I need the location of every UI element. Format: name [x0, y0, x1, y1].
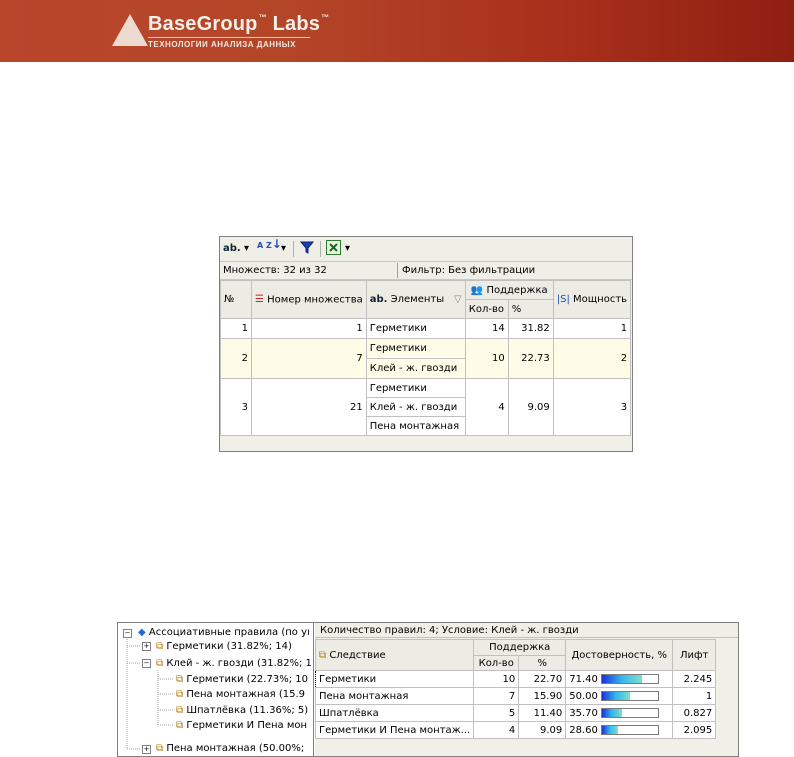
- rules-tree: [118, 623, 314, 756]
- cell-confidence: 35.70: [566, 705, 673, 722]
- col-count-header[interactable]: Кол-во: [474, 656, 519, 671]
- table-row[interactable]: [316, 671, 716, 688]
- col-support-header[interactable]: Поддержка: [474, 640, 566, 656]
- toolbar-divider: [320, 241, 321, 257]
- cell-consequence: Герметики И Пена монтаж...: [316, 722, 474, 739]
- col-set-number-header[interactable]: ☰ Номер множества: [252, 281, 367, 319]
- rule-node-icon: ⧉: [176, 705, 184, 716]
- col-pct-header[interactable]: %: [508, 300, 553, 319]
- cell-count: 10: [465, 339, 508, 379]
- rules-grid: [315, 623, 738, 756]
- filter-funnel-icon[interactable]: ▽: [454, 294, 462, 305]
- table-row[interactable]: [316, 688, 716, 705]
- cell-pct: 22.70: [519, 671, 566, 688]
- cell-power: 1: [553, 319, 630, 339]
- cell-lift: 1: [673, 688, 716, 705]
- cell-count: 10: [474, 671, 519, 688]
- tree-node[interactable]: ⧉ Пена монтажная (15.9: [176, 689, 306, 700]
- cell-count: 5: [474, 705, 519, 722]
- table-row[interactable]: [221, 319, 631, 339]
- cell-power: 2: [553, 339, 630, 379]
- people-icon: 👥: [470, 284, 484, 296]
- cell-element: Герметики: [366, 339, 465, 359]
- col-support-header[interactable]: 👥 Поддержка: [465, 281, 553, 300]
- cell-confidence: 50.00: [566, 688, 673, 705]
- cell-lift: 2.245: [673, 671, 716, 688]
- expand-toggle[interactable]: +: [143, 642, 150, 650]
- rule-node-icon: ⧉: [176, 674, 184, 685]
- cell-confidence: 71.40: [566, 671, 673, 688]
- cell-pct: 9.09: [519, 722, 566, 739]
- cell-no: 2: [221, 339, 252, 379]
- col-no-header[interactable]: №: [221, 281, 252, 319]
- rule-node-icon: ⧉: [176, 720, 184, 731]
- cell-consequence: Герметики: [316, 671, 474, 688]
- sort-dropdown-icon[interactable]: ▾: [281, 243, 287, 254]
- expand-toggle[interactable]: +: [143, 745, 150, 753]
- cell-no: 1: [221, 319, 252, 339]
- tree-node[interactable]: ⧉ Пена монтажная (50.00%;: [156, 743, 305, 754]
- cell-set-number: 21: [252, 379, 367, 436]
- logo-rule: [148, 37, 310, 38]
- text-type-icon: ab.: [369, 294, 388, 305]
- table-row[interactable]: [221, 379, 631, 398]
- cell-set-number: 1: [252, 319, 367, 339]
- collapse-toggle[interactable]: −: [124, 629, 131, 637]
- cell-pct: 31.82: [508, 319, 553, 339]
- export-excel-button[interactable]: [326, 240, 341, 258]
- confidence-bar: [601, 691, 659, 701]
- text-format-dropdown-icon[interactable]: ▾: [244, 243, 250, 254]
- filter-icon: [300, 240, 314, 254]
- col-consequence-header[interactable]: ⧉ Следствие: [316, 640, 474, 671]
- cell-confidence: 28.60: [566, 722, 673, 739]
- rule-node-icon: ⧉: [156, 641, 164, 652]
- table-row[interactable]: [316, 722, 716, 739]
- col-power-header[interactable]: |S| Мощность: [553, 281, 630, 319]
- filter-status-label: Фильтр: Без фильтрации: [402, 265, 536, 276]
- cell-pct: 15.90: [519, 688, 566, 705]
- cell-pct: 11.40: [519, 705, 566, 722]
- rules-root-icon: ◆: [138, 627, 146, 638]
- tree-node[interactable]: ⧉ Клей - ж. гвозди (31.82%; 1: [156, 658, 312, 669]
- header-banner: [0, 0, 794, 62]
- cell-lift: 0.827: [673, 705, 716, 722]
- filter-button[interactable]: [300, 240, 314, 258]
- excel-icon: [326, 240, 341, 255]
- confidence-bar: [601, 725, 659, 735]
- cell-pct: 22.73: [508, 339, 553, 379]
- sum-icon: |S|: [556, 294, 570, 305]
- brand-logo: BaseGroup™ Labs™: [148, 13, 330, 35]
- status-separator: [397, 263, 398, 278]
- tree-node[interactable]: ⧉ Герметики (31.82%; 14): [156, 641, 292, 652]
- list-numbered-icon: ☰: [255, 293, 264, 305]
- cell-count: 4: [474, 722, 519, 739]
- rule-node-icon: ⧉: [176, 689, 184, 700]
- tree-node[interactable]: ⧉ Шпатлёвка (11.36%; 5): [176, 705, 309, 716]
- cell-pct: 9.09: [508, 379, 553, 436]
- cell-count: 14: [465, 319, 508, 339]
- grid-status-bar: [220, 262, 632, 280]
- rules-table: [315, 639, 716, 739]
- logo-triangle-icon: [112, 14, 148, 46]
- collapse-toggle[interactable]: −: [143, 659, 150, 667]
- itemsets-grid-widget: [219, 236, 633, 452]
- toolbar-divider: [293, 241, 294, 257]
- rules-status-bar: Количество правил: 4; Условие: Клей - ж. гвозди: [315, 623, 738, 638]
- table-row[interactable]: [221, 339, 631, 359]
- cell-consequence: Шпатлёвка: [316, 705, 474, 722]
- sets-count-label: Множеств: 32 из 32: [223, 265, 327, 276]
- cell-count: 7: [474, 688, 519, 705]
- text-format-button[interactable]: ab.: [223, 243, 241, 254]
- brand-subtitle: ТЕХНОЛОГИИ АНАЛИЗА ДАННЫХ: [148, 40, 296, 49]
- grid-toolbar: [220, 237, 632, 262]
- tree-node-root[interactable]: ◆ Ассоциативные правила (по уı: [138, 627, 310, 638]
- col-confidence-header[interactable]: Достоверность, %: [566, 640, 673, 671]
- tree-node-selected[interactable]: ⧉ Герметики (22.73%; 10: [176, 674, 308, 685]
- sort-az-button[interactable]: A Z↓: [257, 237, 282, 251]
- cell-count: 4: [465, 379, 508, 436]
- rule-node-icon: ⧉: [156, 658, 164, 669]
- confidence-bar: [601, 674, 659, 684]
- itemsets-table: [220, 280, 631, 436]
- rule-node-icon: ⧉: [156, 743, 164, 754]
- cell-element: Клей - ж. гвозди: [366, 398, 465, 417]
- cell-consequence: Пена монтажная: [316, 688, 474, 705]
- cell-no: 3: [221, 379, 252, 436]
- col-count-header[interactable]: Кол-во: [465, 300, 508, 319]
- cell-set-number: 7: [252, 339, 367, 379]
- rules-viewer-widget: [117, 622, 739, 757]
- cell-element: Герметики: [366, 319, 465, 339]
- col-pct-header[interactable]: %: [519, 656, 566, 671]
- cell-power: 3: [553, 379, 630, 436]
- cell-element: Клей - ж. гвозди: [366, 359, 465, 379]
- col-elements-header[interactable]: ab. Элементы ▽: [366, 281, 465, 319]
- cell-element: Пена монтажная: [366, 417, 465, 436]
- export-dropdown-icon[interactable]: ▾: [345, 243, 351, 254]
- tree-node[interactable]: ⧉ Герметики И Пена мон: [176, 720, 308, 731]
- cell-element: Герметики: [366, 379, 465, 398]
- consequence-icon: ⧉: [319, 649, 327, 661]
- col-lift-header[interactable]: Лифт: [673, 640, 716, 671]
- table-row[interactable]: [316, 705, 716, 722]
- confidence-bar: [601, 708, 659, 718]
- cell-lift: 2.095: [673, 722, 716, 739]
